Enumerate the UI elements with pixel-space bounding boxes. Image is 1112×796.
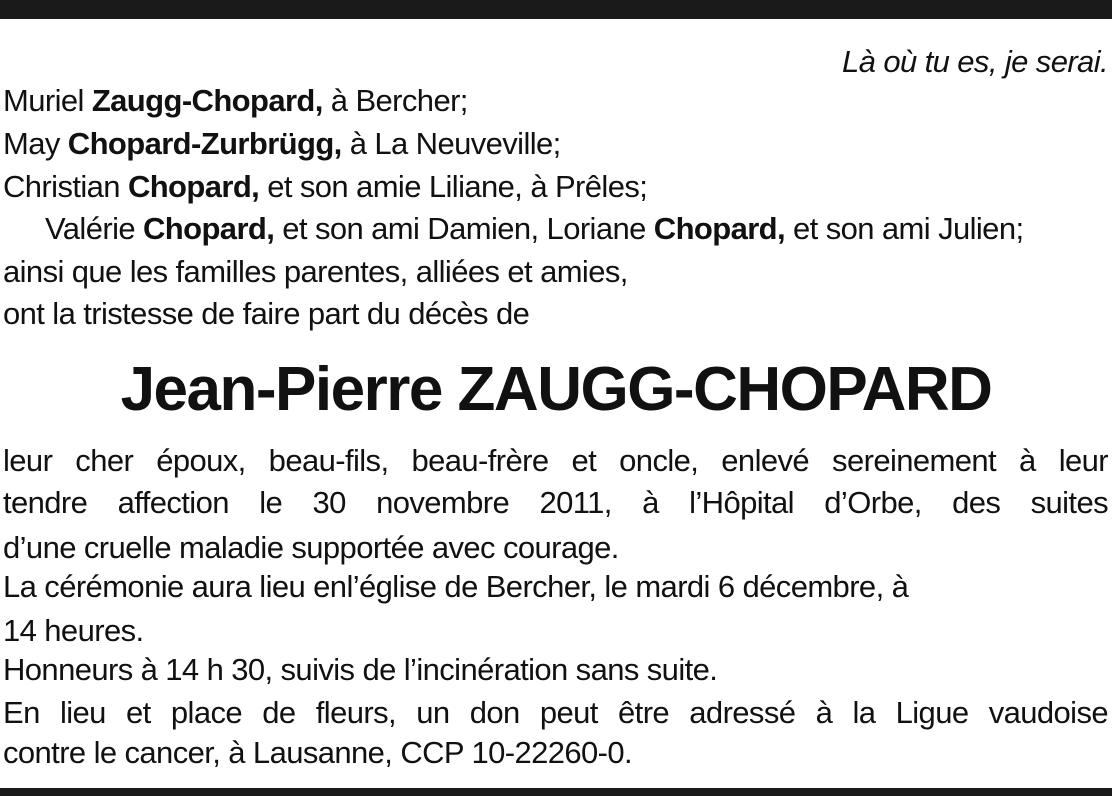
- mourner-place: à Bercher;: [322, 83, 468, 118]
- body-line-7: En lieu et place de fleurs, un don peut être adressé à la Ligue vaudoise: [3, 695, 1108, 730]
- mourner-detail: et son ami Damien, Loriane: [274, 211, 654, 246]
- bottom-rule: [0, 788, 1112, 796]
- mourner-line-3: [3, 168, 1108, 206]
- mourner-place: à La Neuveville;: [341, 126, 561, 161]
- mourner-first-name: Christian: [3, 169, 128, 204]
- body-line-5: 14 heures.: [3, 613, 144, 648]
- mourner-place: et son amie Liliane, à Prêles;: [259, 169, 648, 204]
- mourner-first-name: Muriel: [3, 83, 92, 118]
- body-line-2: tendre affection le 30 novembre 2011, à l’Hôpital d’Orbe, des suites: [3, 485, 1108, 520]
- body-line-6: Honneurs à 14 h 30, suivis de l’incinération sans suite.: [3, 652, 718, 687]
- mourner-line-6: ont la tristesse de faire part du décès de: [3, 296, 530, 331]
- body-line-1: leur cher époux, beau-fils, beau-frère et oncle, enlevé sereinement à leur: [3, 443, 1108, 478]
- deceased-name: Jean-Pierre ZAUGG-CHOPARD: [120, 355, 992, 424]
- body-line-3: d’une cruelle maladie supportée avec courage.: [3, 530, 619, 565]
- mourner-surname: Chopard,: [143, 211, 275, 246]
- mourner-surname: Zaugg-Chopard,: [91, 83, 323, 118]
- mourner-surname: Chopard,: [127, 169, 260, 204]
- mourner-first-name: May: [3, 126, 68, 161]
- body-line-4: La cérémonie aura lieu enl’église de Bercher, le mardi 6 décembre, à: [3, 569, 909, 604]
- epigraph: Là où tu es, je serai.: [842, 44, 1108, 79]
- mourner-detail: et son ami Julien;: [785, 211, 1024, 246]
- mourner-surname: Chopard-Zurbrügg,: [67, 126, 342, 161]
- mourner-first-name: Valérie: [45, 211, 144, 246]
- mourner-line-2: [3, 125, 1108, 163]
- mourner-line-4: [3, 210, 1108, 248]
- body-line-8: contre le cancer, à Lausanne, CCP 10-22260-0.: [3, 735, 633, 770]
- top-rule: [0, 0, 1112, 19]
- mourner-line-1: [3, 82, 1108, 120]
- mourner-line-5: ainsi que les familles parentes, alliées et amies,: [3, 254, 628, 289]
- mourner-surname: Chopard,: [653, 211, 786, 246]
